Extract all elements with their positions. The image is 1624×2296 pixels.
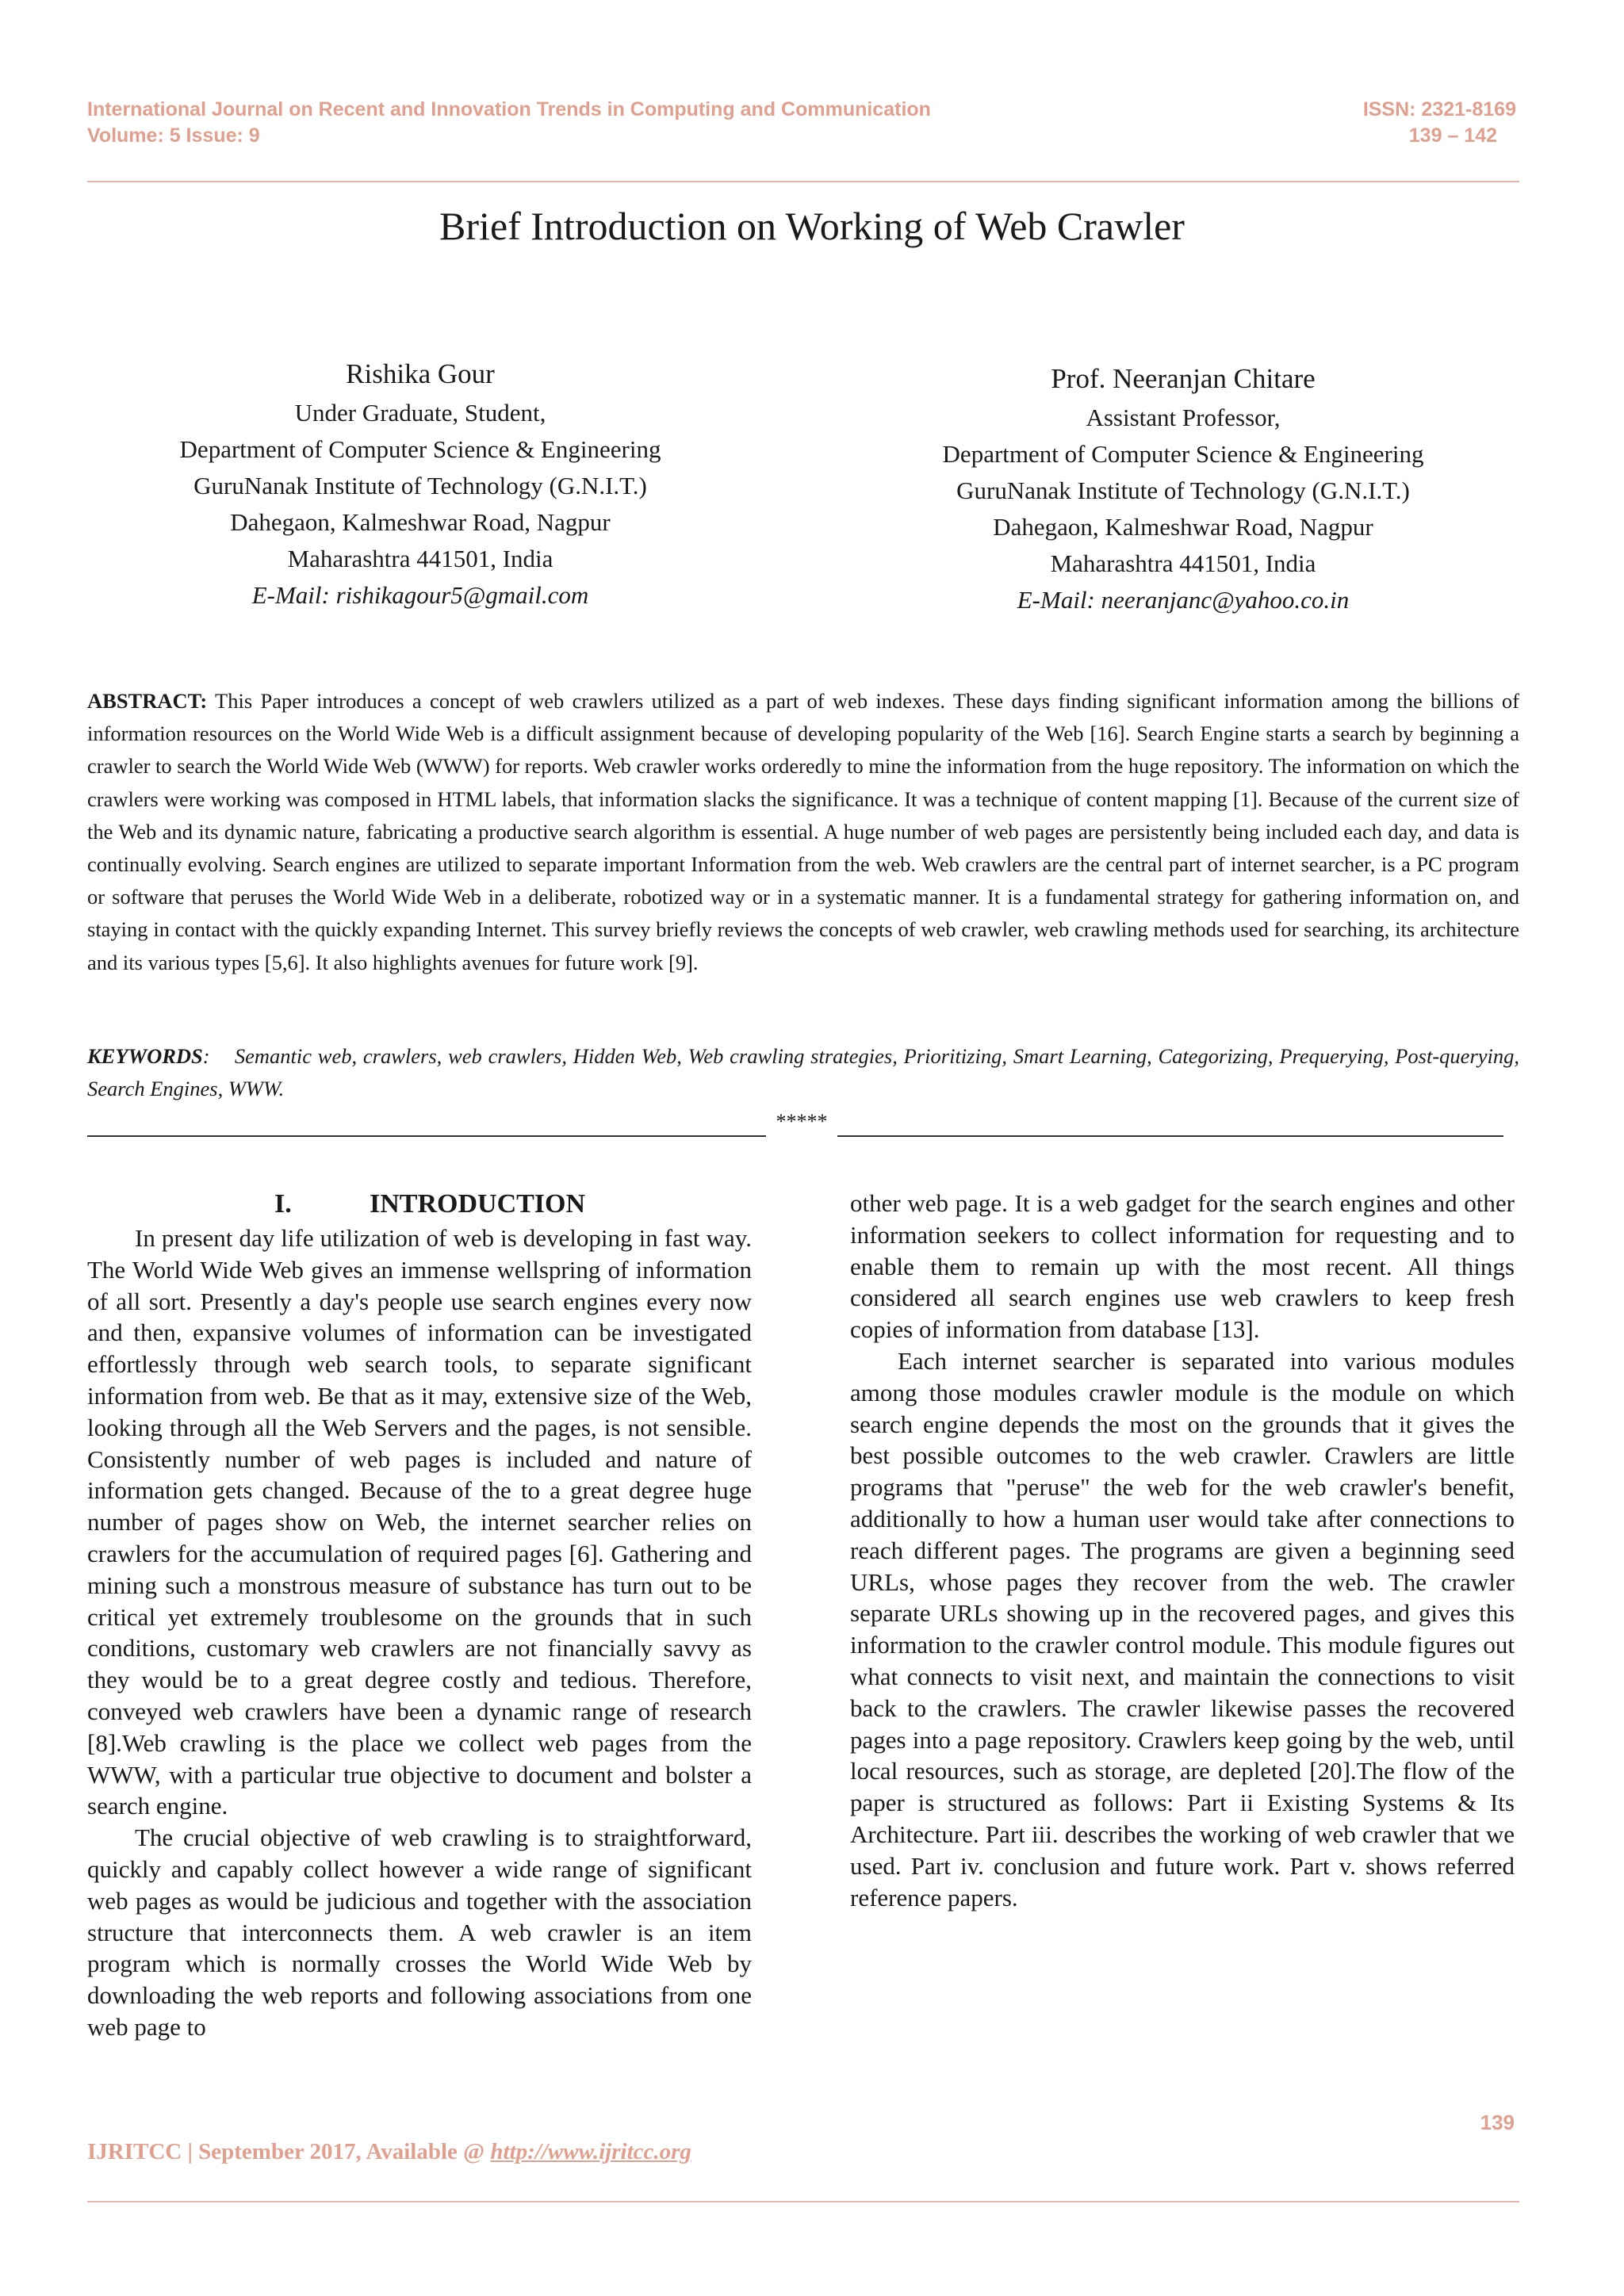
separator-stars: *****: [776, 1110, 828, 1133]
journal-name: International Journal on Recent and Innovation Trends in Computing and Communication: [87, 98, 931, 121]
separator-rule-left: [87, 1135, 766, 1137]
author-department: Department of Computer Science & Engineering: [942, 440, 1424, 468]
author-name: Prof. Neeranjan Chitare: [1051, 363, 1316, 394]
footer-link[interactable]: http://www.ijritcc.org: [490, 2139, 691, 2164]
author-state: Maharashtra 441501, India: [1050, 549, 1316, 577]
header-rule: [87, 181, 1519, 182]
author-name: Rishika Gour: [346, 358, 495, 389]
footer-text: [87, 2139, 691, 2165]
author-role: Under Graduate, Student,: [294, 399, 546, 427]
volume-issue: Volume: 5 Issue: 9: [87, 124, 260, 147]
abstract-label: ABSTRACT:: [87, 689, 208, 713]
paragraph: The crucial objective of web crawling is to straightforward, quickly and capably collect however a wide range of significant web pages as would be judicious and together with the association structure that interconnects them. A web crawler is an item program which is normally crosses the World Wide Web by downloading the web reports and following associations from one web page to: [87, 1823, 752, 2041]
footer-rule: [87, 2201, 1519, 2202]
right-column: [850, 1188, 1515, 1913]
page-number: 139: [1480, 2110, 1515, 2134]
author-address: Dahegaon, Kalmeshwar Road, Nagpur: [230, 508, 611, 536]
author-department: Department of Computer Science & Engineering: [179, 435, 661, 463]
keywords-text: Semantic web, crawlers, web crawlers, Hidden Web, Web crawling strategies, Prioritizing, Smart Learning, Categorizing, Prequerying, Post-querying, Search Engines, WWW.: [87, 1044, 1520, 1100]
author-institute: GuruNanak Institute of Technology (G.N.I.T.): [956, 476, 1410, 504]
author-institute: GuruNanak Institute of Technology (G.N.I.T.): [193, 472, 647, 499]
footer-label: IJRITCC | September 2017, Available @: [87, 2139, 491, 2164]
section-number: I.: [274, 1189, 292, 1219]
keywords-colon: :: [202, 1044, 210, 1068]
author-address: Dahegaon, Kalmeshwar Road, Nagpur: [993, 513, 1373, 541]
section-heading: [87, 1188, 752, 1221]
section-title: INTRODUCTION: [370, 1189, 586, 1219]
author-block-1: [103, 354, 737, 614]
keywords: [87, 1040, 1519, 1105]
paragraph: Each internet searcher is separated into various modules among those modules crawler module is the module on which search engine depends the most on the grounds that it gives the best possible outcomes to the web crawler. Crawlers are little programs that "peruse" the web for the web crawler's benefit, additionally to how a human user would take after connections to reach different pages. The programs are given a beginning seed URLs, whose pages they recover from the web. The crawler separate URLs showing up in the recovered pages, and gives this information to the crawler control module. This module figures out what connects to visit next, and maintain the connections to visit back to the crawlers. The crawler likewise passes the recovered pages into a page repository. Crawlers keep going by the web, until local resources, such as storage, are depleted [20].The flow of the paper is structured as follows: Part ii Existing Systems & Its Architecture. Part iii. describes the working of web crawler that we used. Part iv. conclusion and future work. Part v. shows referred reference papers.: [850, 1346, 1515, 1911]
author-block-2: [866, 358, 1500, 618]
paragraph: In present day life utilization of web is developing in fast way. The World Wide Web gives an immense wellspring of information of all sort. Presently a day's people use search engines every now and then, expansive volumes of information can be investigated effortlessly through web search tools, to separate significant information from web. Be that as it may, extensive size of the Web, looking through all the Web Servers and the pages, is not sensible. Consistently number of web pages is included and nature of information gets changed. Because of the to a great degree huge number of pages show on Web, the internet searcher relies on crawlers for the accumulation of required pages [6]. Gathering and mining such a monstrous measure of substance has turn out to be critical yet extremely troublesome on the grounds that in such conditions, customary web crawlers are not financially savvy as they would be to a great degree costly and tedious. Therefore, conveyed web crawlers have been a dynamic range of research [8].Web crawling is the place we collect web pages from the WWW, with a particular true objective to document and bolster a search engine.: [87, 1224, 752, 1820]
author-email: E-Mail: neeranjanc@yahoo.co.in: [1017, 586, 1350, 614]
paper-title: Brief Introduction on Working of Web Crawler: [439, 204, 1185, 248]
author-state: Maharashtra 441501, India: [287, 545, 553, 572]
abstract: [87, 685, 1519, 979]
issn: ISSN: 2321-8169: [1362, 98, 1516, 121]
abstract-text: This Paper introduces a concept of web crawlers utilized as a part of web indexes. These days finding significant information among the billions of information resources on the World Wide Web is a difficult assignment because of developing popularity of the Web [16]. Search Engine starts a search by beginning a crawler to search the World Wide Web (WWW) for reports. Web crawler works orderedly to mine the information from the huge repository. The information on which the crawlers were working was composed in HTML labels, that information slacks the significance. It was a technique of content mapping [1]. Because of the current size of the Web and its dynamic nature, fabricating a productive search algorithm is essential. A huge number of web pages are persistently being included each day, and data is continually evolving. Search engines are utilized to separate important Information from the web. Web crawlers are the central part of internet searcher, is a PC program or software that peruses the World Wide Web in a deliberate, robotized way or in a systematic manner. It is a fundamental strategy for gathering information on, and staying in contact with the quickly expanding Internet. This survey briefly reviews the concepts of web crawler, web crawling methods used for searching, its architecture and its various types [5,6]. It also highlights avenues for future work [9].: [87, 689, 1519, 974]
keywords-label: KEYWORDS: [87, 1044, 203, 1068]
separator-rule-right: [837, 1135, 1503, 1137]
page-range: 139 – 142: [1408, 124, 1497, 147]
author-email: E-Mail: rishikagour5@gmail.com: [251, 581, 589, 609]
paragraph: other web page. It is a web gadget for the search engines and other information seekers to collect information for requesting and to enable them to remain up with the most recent. All things considered all search engines use web crawlers to keep fresh copies of information from database [13].: [850, 1189, 1515, 1344]
author-role: Assistant Professor,: [1086, 404, 1281, 431]
left-column: [87, 1188, 752, 2043]
